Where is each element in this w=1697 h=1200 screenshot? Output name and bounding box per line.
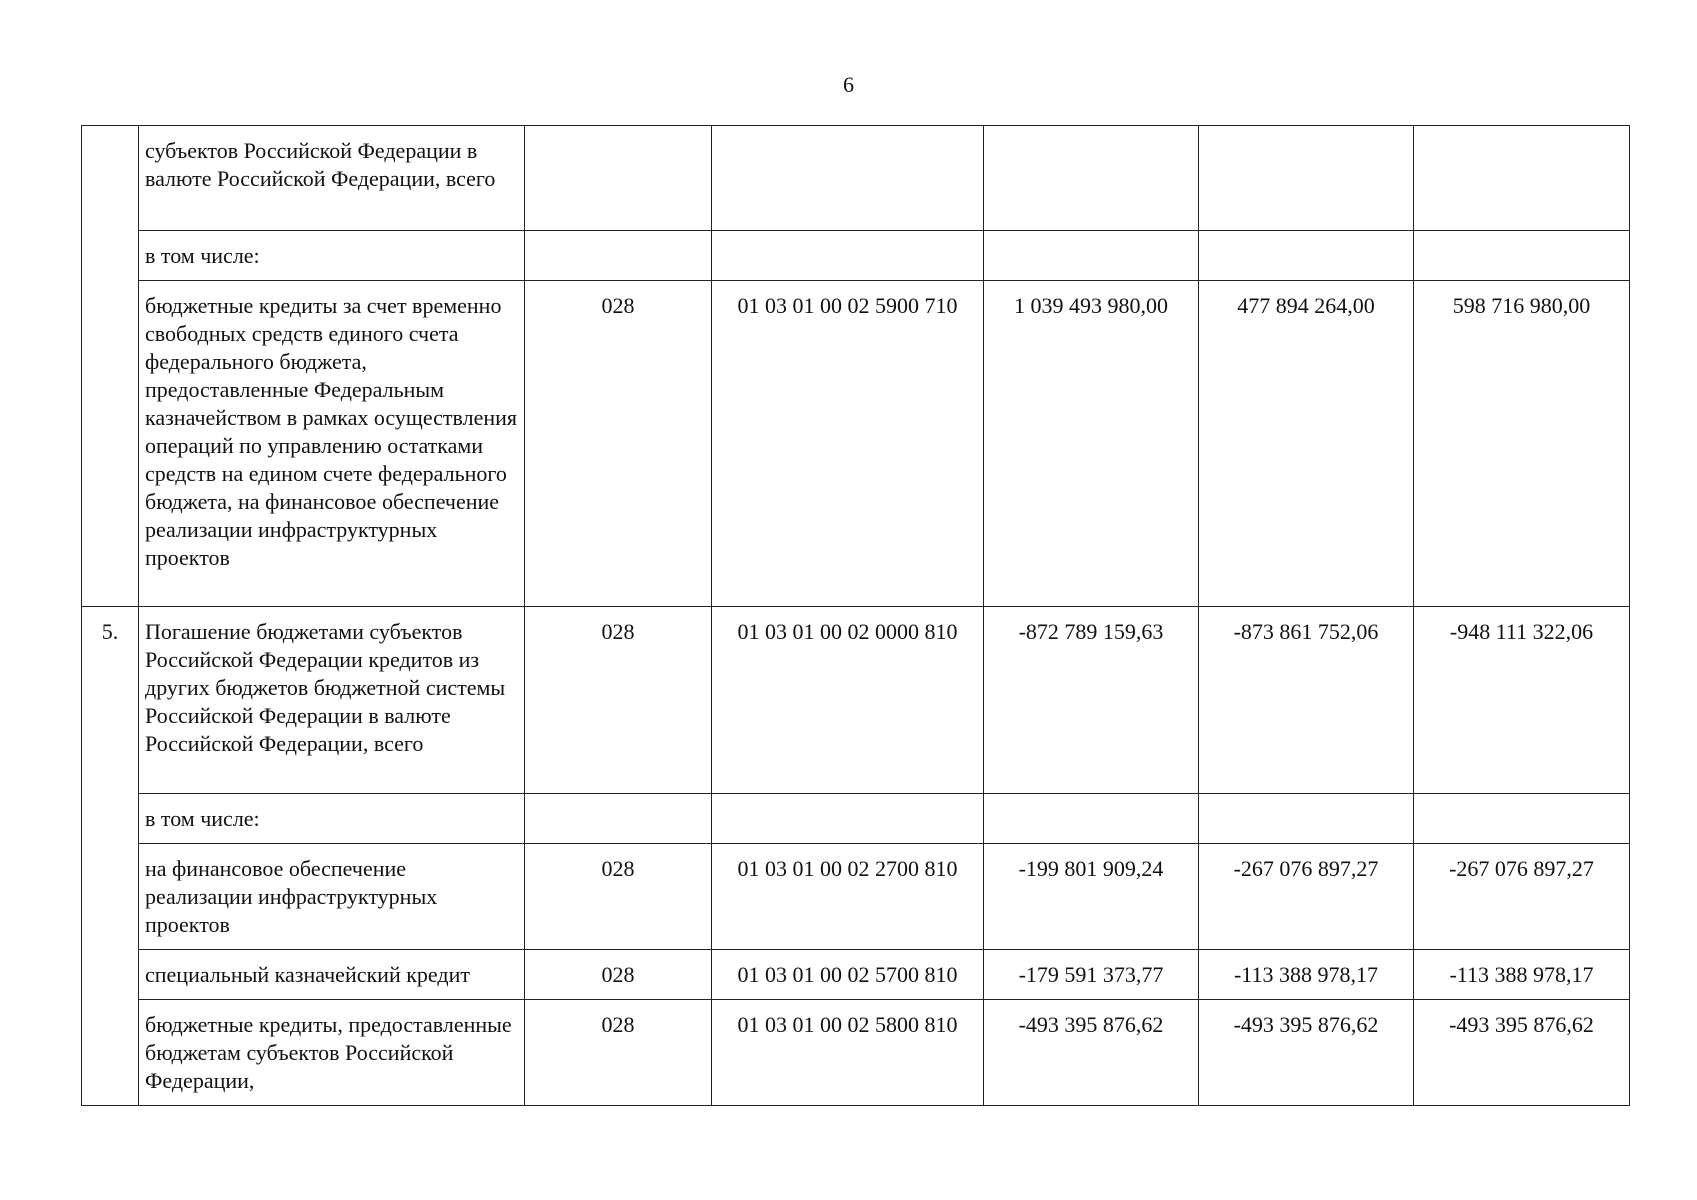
admin-code-cell: 028 [525, 950, 712, 1000]
admin-code-cell: 028 [525, 281, 712, 607]
admin-code-cell: 028 [525, 607, 712, 794]
value-2-cell: 477 894 264,00 [1199, 281, 1414, 607]
value-1-cell: -872 789 159,63 [984, 607, 1199, 794]
page-number: 6 [843, 72, 854, 97]
table-row [82, 281, 1630, 607]
value-1-cell [984, 794, 1199, 844]
row-name-cell: бюджетные кредиты, предоставленные бюджетам субъектов Российской Федерации, [139, 1000, 525, 1106]
value-2-cell: -493 395 876,62 [1199, 1000, 1414, 1106]
table-row [82, 844, 1630, 950]
row-name-cell: на финансовое обеспечение реализации инфраструктурных проектов [139, 844, 525, 950]
budget-code-cell [712, 794, 984, 844]
table-row [82, 950, 1630, 1000]
row-name-cell: специальный казначейский кредит [139, 950, 525, 1000]
value-1-cell: -179 591 373,77 [984, 950, 1199, 1000]
budget-code-cell [712, 231, 984, 281]
value-1-cell: -199 801 909,24 [984, 844, 1199, 950]
admin-code-cell: 028 [525, 1000, 712, 1106]
value-2-cell [1199, 126, 1414, 231]
value-3-cell: 598 716 980,00 [1414, 281, 1630, 607]
value-1-cell [984, 231, 1199, 281]
row-name-cell: субъектов Российской Федерации в валюте Российской Федерации, всего [139, 126, 525, 231]
value-3-cell [1414, 794, 1630, 844]
row-number-cell: 5. [82, 607, 139, 1106]
budget-code-cell: 01 03 01 00 02 2700 810 [712, 844, 984, 950]
admin-code-cell [525, 794, 712, 844]
table-row [82, 794, 1630, 844]
row-name-cell: бюджетные кредиты за счет временно свободных средств единого счета федерального бюджета, предоставленные Федеральным казначейством в рамках осуществления операций по управлению остатками средств на едином счете федерального бюджета, на финансовое обеспечение реализации инфраструктурных проектов [139, 281, 525, 607]
value-2-cell: -873 861 752,06 [1199, 607, 1414, 794]
admin-code-cell: 028 [525, 844, 712, 950]
value-2-cell [1199, 794, 1414, 844]
budget-code-cell: 01 03 01 00 02 5900 710 [712, 281, 984, 607]
value-1-cell [984, 126, 1199, 231]
budget-code-cell [712, 126, 984, 231]
value-3-cell [1414, 126, 1630, 231]
value-3-cell: -948 111 322,06 [1414, 607, 1630, 794]
budget-code-cell: 01 03 01 00 02 5700 810 [712, 950, 984, 1000]
value-1-cell: 1 039 493 980,00 [984, 281, 1199, 607]
value-2-cell: -113 388 978,17 [1199, 950, 1414, 1000]
value-3-cell: -113 388 978,17 [1414, 950, 1630, 1000]
value-3-cell: -493 395 876,62 [1414, 1000, 1630, 1106]
row-number-cell [82, 126, 139, 607]
budget-code-cell: 01 03 01 00 02 5800 810 [712, 1000, 984, 1106]
row-name-cell: в том числе: [139, 231, 525, 281]
value-3-cell [1414, 231, 1630, 281]
admin-code-cell [525, 231, 712, 281]
value-3-cell: -267 076 897,27 [1414, 844, 1630, 950]
row-name-cell: в том числе: [139, 794, 525, 844]
budget-code-cell: 01 03 01 00 02 0000 810 [712, 607, 984, 794]
row-name-cell: Погашение бюджетами субъектов Российской Федерации кредитов из других бюджетов бюджетной системы Российской Федерации в валюте Российской Федерации, всего [139, 607, 525, 794]
admin-code-cell [525, 126, 712, 231]
value-1-cell: -493 395 876,62 [984, 1000, 1199, 1106]
table-row [82, 231, 1630, 281]
value-2-cell: -267 076 897,27 [1199, 844, 1414, 950]
table-row [82, 607, 1630, 794]
value-2-cell [1199, 231, 1414, 281]
table-row [82, 126, 1630, 231]
budget-sources-table [81, 125, 1630, 1106]
table-row [82, 1000, 1630, 1106]
